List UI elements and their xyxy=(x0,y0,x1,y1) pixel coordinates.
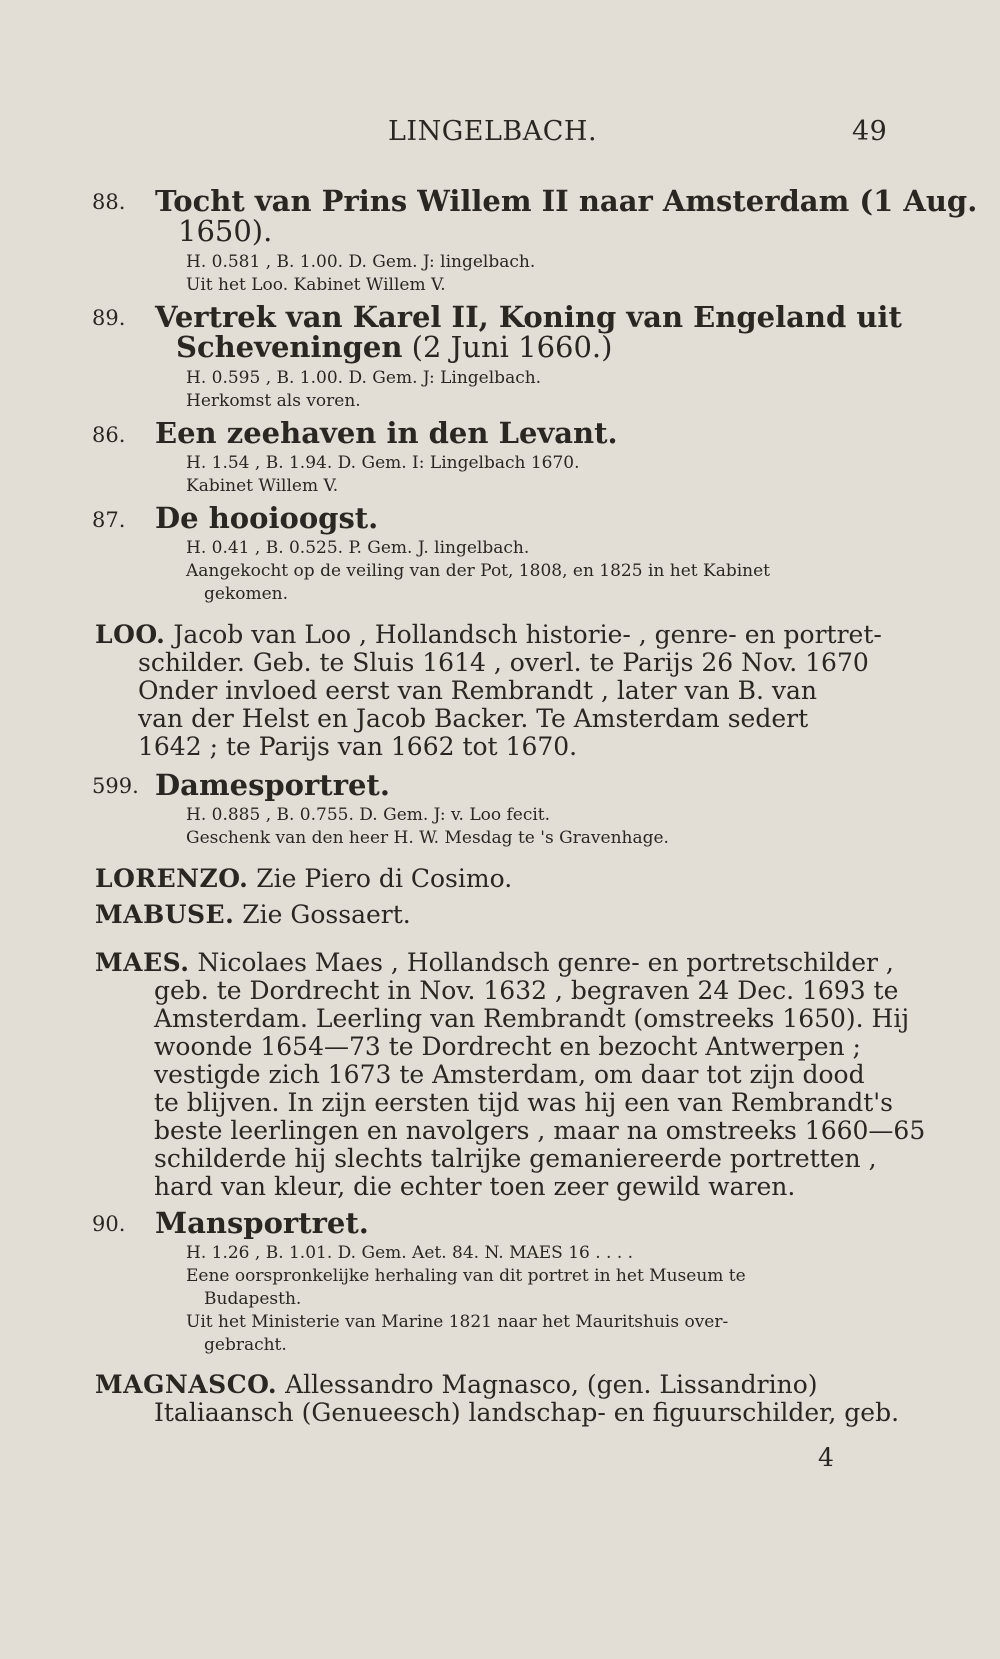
entry-number: 599. xyxy=(92,774,139,798)
artist-bio-line: vestigde zich 1673 te Amsterdam, om daar tot zijn dood xyxy=(154,1060,865,1089)
artist-bio-line: hard van kleur, die echter toen zeer gewild waren. xyxy=(154,1172,796,1201)
artist-bio-line: woonde 1654—73 te Dordrecht en bezocht Antwerpen ; xyxy=(154,1032,861,1061)
entry-title-cont: 1650). xyxy=(178,214,273,248)
artist-name: MAGNASCO. xyxy=(95,1370,278,1399)
entry-provenance-cont: gebracht. xyxy=(204,1335,287,1355)
entry-provenance: Eene oorspronkelijke herhaling van dit portret in het Museum te xyxy=(186,1266,746,1286)
artist-bio-line: Italiaansch (Genueesch) landschap- en figuurschilder, geb. xyxy=(154,1398,900,1427)
artist-bio-line: Onder invloed eerst van Rembrandt , later van B. van xyxy=(138,676,818,705)
entry-provenance: Aangekocht op de veiling van der Pot, 1808, en 1825 in het Kabinet xyxy=(186,561,770,581)
entry-provenance: Uit het Loo. Kabinet Willem V. xyxy=(186,275,446,295)
artist-bio-line: schilder. Geb. te Sluis 1614 , overl. te Parijs 26 Nov. 1670 xyxy=(138,648,869,677)
entry-meta: H. 0.885 , B. 0.755. D. Gem. J: v. Loo fecit. xyxy=(186,805,551,825)
artist-entry-maes: MAES. Nicolaes Maes , Hollandsch genre- en portretschilder , xyxy=(95,948,894,977)
entry-meta: H. 1.26 , B. 1.01. D. Gem. Aet. 84. N. MAES 16 . . . . xyxy=(186,1243,634,1263)
artist-bio-line: te blijven. In zijn eersten tijd was hij een van Rembrandt's xyxy=(154,1088,893,1117)
artist-bio-line: schilderde hij slechts talrijke gemaniereerde portretten , xyxy=(154,1144,877,1173)
entry-provenance-cont: Budapesth. xyxy=(204,1289,302,1309)
artist-bio-line: Amsterdam. Leerling van Rembrandt (omstreeks 1650). Hij xyxy=(154,1004,910,1033)
artist-entry-magnasco: MAGNASCO. Allessandro Magnasco, (gen. Lissandrino) xyxy=(95,1370,818,1399)
artist-name: LOO. xyxy=(95,620,166,649)
cross-reference: LORENZO. Zie Piero di Cosimo. xyxy=(95,864,513,893)
cross-reference: MABUSE. Zie Gossaert. xyxy=(95,900,411,929)
entry-number: 86. xyxy=(92,423,126,447)
entry-meta: H. 0.41 , B. 0.525. P. Gem. J. lingelbach. xyxy=(186,538,530,558)
entry-meta: H. 1.54 , B. 1.94. D. Gem. I: Lingelbach 1670. xyxy=(186,453,580,473)
signature-mark: 4 xyxy=(818,1443,834,1472)
entry-provenance: Kabinet Willem V. xyxy=(186,476,339,496)
entry-meta: H. 0.581 , B. 1.00. D. Gem. J: lingelbach. xyxy=(186,252,536,272)
entry-meta: H. 0.595 , B. 1.00. D. Gem. J: Lingelbach. xyxy=(186,368,542,388)
entry-number: 89. xyxy=(92,306,126,330)
artist-bio-line: 1642 ; te Parijs van 1662 tot 1670. xyxy=(138,732,578,761)
entry-provenance: Herkomst als voren. xyxy=(186,391,361,411)
entry-provenance: Uit het Ministerie van Marine 1821 naar het Mauritshuis over- xyxy=(186,1312,729,1332)
running-head: LINGELBACH. xyxy=(388,116,598,147)
entry-number: 87. xyxy=(92,508,126,532)
entry-title: De hooioogst. xyxy=(155,501,379,535)
entry-title: Damesportret. xyxy=(155,768,390,802)
artist-bio-line: geb. te Dordrecht in Nov. 1632 , begraven 24 Dec. 1693 te xyxy=(154,976,899,1005)
artist-bio-line: van der Helst en Jacob Backer. Te Amsterdam sedert xyxy=(138,704,809,733)
entry-number: 90. xyxy=(92,1212,126,1236)
entry-provenance: Geschenk van den heer H. W. Mesdag te 's Gravenhage. xyxy=(186,828,669,848)
artist-bio-line: beste leerlingen en navolgers , maar na omstreeks 1660—65 xyxy=(154,1116,926,1145)
artist-entry-loo: LOO. Jacob van Loo , Hollandsch historie- , genre- en portret- xyxy=(95,620,882,649)
entry-provenance-cont: gekomen. xyxy=(204,584,289,604)
entry-title: Een zeehaven in den Levant. xyxy=(155,416,618,450)
entry-title: Mansportret. xyxy=(155,1206,369,1240)
artist-name: MAES. xyxy=(95,948,190,977)
page-number: 49 xyxy=(852,116,888,147)
entry-title-cont: Scheveningen (2 Juni 1660.) xyxy=(176,330,613,364)
entry-title: Tocht van Prins Willem II naar Amsterdam (1 Aug. xyxy=(155,184,978,218)
entry-title: Vertrek van Karel II, Koning van Engeland uit xyxy=(155,300,902,334)
entry-number: 88. xyxy=(92,190,126,214)
